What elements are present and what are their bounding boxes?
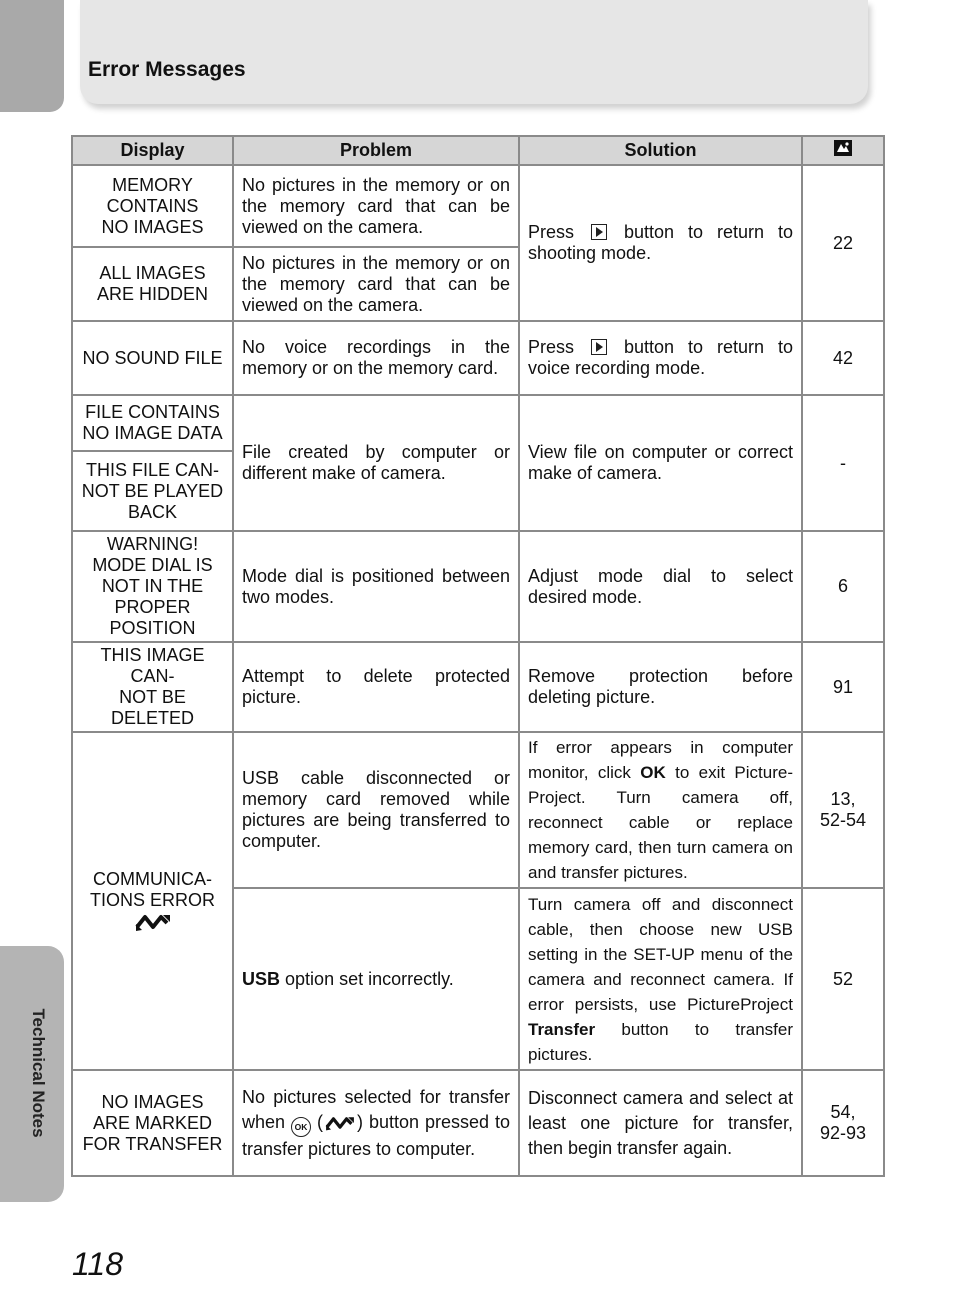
display-cell: ALL IMAGES ARE HIDDEN <box>72 247 233 321</box>
solution-cell: Press button to return to shooting mode. <box>519 165 802 321</box>
table-row <box>72 165 884 247</box>
solution-cell: Disconnect camera and select at least one picture for transfer, then begin transfer again. <box>519 1070 802 1176</box>
top-corner-tab <box>0 0 64 112</box>
table-row <box>72 1070 884 1176</box>
solution-cell: Press button to return to voice recording mode. <box>519 321 802 395</box>
table-row <box>72 531 884 642</box>
page-number: 118 <box>72 1246 124 1282</box>
page-cell: 13, 52-54 <box>802 732 884 888</box>
display-cell: WARNING! MODE DIAL IS NOT IN THE PROPER POSITION <box>72 531 233 642</box>
solution-cell: View file on computer or correct make of camera. <box>519 395 802 531</box>
solution-cell: Turn camera off and disconnect cable, then choose new USB setting in the SET-UP menu of the camera and reconnect camera. If error persists, use PictureProject Transfer button to transfer pictures. <box>519 888 802 1070</box>
problem-cell: USB cable disconnected or memory card removed while pictures are being transferred to computer. <box>233 732 519 888</box>
ok-button-icon: OK <box>291 1117 311 1137</box>
section-header <box>80 0 868 104</box>
solution-cell: Remove protection before deleting picture. <box>519 642 802 732</box>
table-row <box>72 395 884 451</box>
page-reference-icon <box>802 136 884 165</box>
problem-cell: Mode dial is positioned between two modes. <box>233 531 519 642</box>
problem-cell: Attempt to delete protected picture. <box>233 642 519 732</box>
play-button-icon <box>591 339 607 355</box>
problem-cell: No pictures selected for transfer when OK ( ) button pressed to transfer pictures to computer. <box>233 1070 519 1176</box>
table-row <box>72 732 884 888</box>
page-cell: 91 <box>802 642 884 732</box>
transfer-icon <box>81 911 224 933</box>
page-cell: 6 <box>802 531 884 642</box>
table-row <box>72 642 884 732</box>
display-cell: FILE CONTAINS NO IMAGE DATA <box>72 395 233 451</box>
page-cell: - <box>802 395 884 531</box>
solution-cell: If error appears in computer monitor, click OK to exit Picture-Project. Turn camera off, reconnect cable or replace memory card, then turn camera on and transfer pictures. <box>519 732 802 888</box>
display-cell: NO SOUND FILE <box>72 321 233 395</box>
display-cell: MEMORY CONTAINS NO IMAGES <box>72 165 233 247</box>
page-cell: 54, 92-93 <box>802 1070 884 1176</box>
problem-cell: File created by computer or different make of camera. <box>233 395 519 531</box>
page-cell: 52 <box>802 888 884 1070</box>
display-cell: THIS FILE CAN- NOT BE PLAYED BACK <box>72 451 233 531</box>
solution-cell: Adjust mode dial to select desired mode. <box>519 531 802 642</box>
table-header-row <box>72 136 884 165</box>
header-problem: Problem <box>233 136 519 165</box>
transfer-icon <box>323 1114 357 1132</box>
display-cell: NO IMAGES ARE MARKED FOR TRANSFER <box>72 1070 233 1176</box>
table-row <box>72 321 884 395</box>
problem-cell: No pictures in the memory or on the memory card that can be viewed on the camera. <box>233 247 519 321</box>
page-cell: 22 <box>802 165 884 321</box>
section-title: Error Messages <box>88 58 246 81</box>
problem-cell: No pictures in the memory or on the memory card that can be viewed on the camera. <box>233 165 519 247</box>
header-display: Display <box>72 136 233 165</box>
page-cell: 42 <box>802 321 884 395</box>
play-button-icon <box>591 224 607 240</box>
display-cell: COMMUNICA- TIONS ERROR <box>72 732 233 1070</box>
side-tab-label: Technical Notes <box>29 1008 48 1138</box>
problem-cell: USB option set incorrectly. <box>233 888 519 1070</box>
display-cell: THIS IMAGE CAN- NOT BE DELETED <box>72 642 233 732</box>
error-messages-table <box>71 135 885 1177</box>
problem-cell: No voice recordings in the memory or on the memory card. <box>233 321 519 395</box>
header-solution: Solution <box>519 136 802 165</box>
